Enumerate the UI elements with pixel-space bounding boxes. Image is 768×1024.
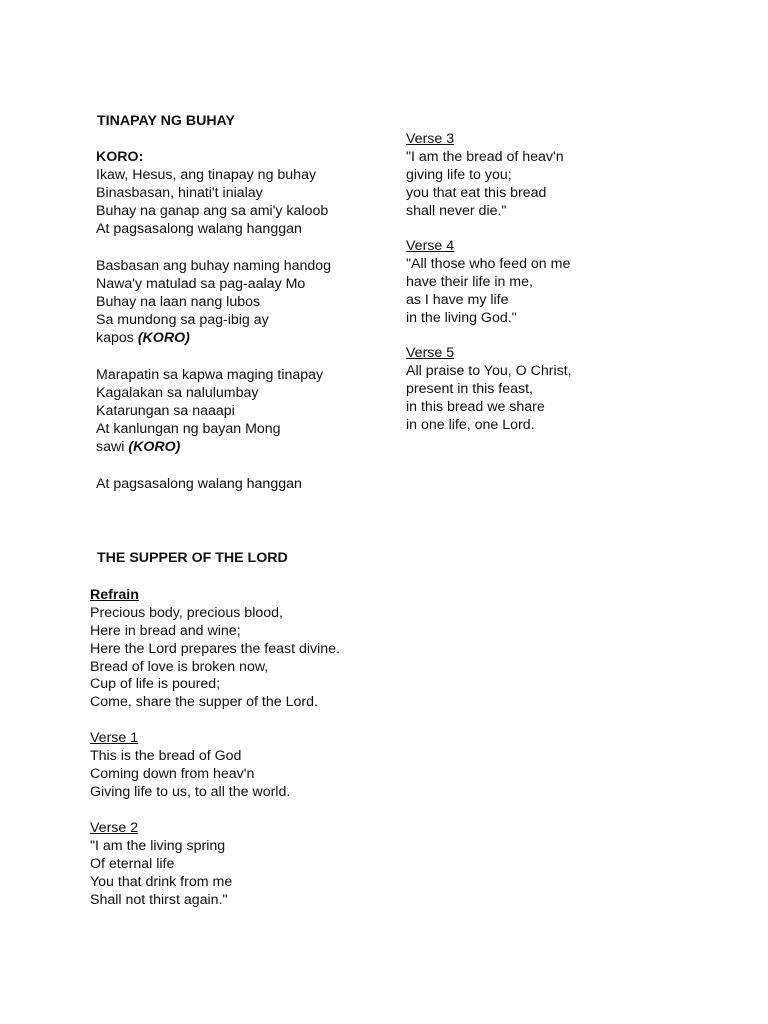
verse-line: present in this feast,	[406, 380, 533, 397]
verse-line: Katarungan sa naaapi	[96, 402, 235, 419]
verse-line: "I am the bread of heav'n	[406, 148, 564, 165]
refrain-line: Precious body, precious blood,	[90, 604, 283, 621]
verse-line: in this bread we share	[406, 398, 545, 415]
verse-line	[96, 330, 331, 348]
verse-line: Buhay na laan nang lubos	[96, 293, 261, 310]
verse-line: Kagalakan sa nalulumbay	[96, 384, 259, 401]
refrain-line: Bread of love is broken now,	[90, 658, 269, 675]
song2-title: THE SUPPER OF THE LORD	[97, 550, 288, 566]
verse-label: Verse 3	[406, 131, 455, 147]
verse-label: Verse 4	[406, 238, 455, 254]
verse-line: All praise to You, O Christ,	[406, 362, 572, 379]
verse-line: Coming down from heav'n	[90, 765, 255, 782]
verse-line: shall never die."	[406, 202, 507, 219]
verse-line: At kanlungan ng bayan Mong	[96, 420, 281, 437]
verse-line: in the living God."	[406, 309, 517, 326]
song1-koro	[96, 149, 328, 238]
verse-line: as I have my life	[406, 291, 509, 308]
verse-label: Verse 1	[90, 730, 139, 746]
koro-reference: (KORO)	[137, 329, 190, 346]
refrain-line: Here in bread and wine;	[90, 622, 241, 639]
song1-verse-a	[96, 258, 331, 347]
refrain-line: Here the Lord prepares the feast divine.	[90, 640, 341, 657]
koro-line: Buhay na ganap ang sa ami'y kaloob	[96, 202, 329, 219]
song1-verse-b	[96, 367, 323, 456]
verse-line: Of eternal life	[90, 855, 175, 872]
verse-line: Nawa'y matulad sa pag-aalay Mo	[96, 275, 306, 292]
verse-line: Marapatin sa kapwa maging tinapay	[96, 367, 324, 383]
koro-line: Ikaw, Hesus, ang tinapay ng buhay	[96, 166, 317, 183]
verse-line: "All those who feed on me	[406, 255, 571, 272]
verse-line: "I am the living spring	[90, 837, 226, 854]
song2-verse-2	[90, 820, 232, 909]
verse-line: Basbasan ang buhay naming handog	[96, 258, 332, 274]
verse-line: Shall not thirst again."	[90, 891, 228, 908]
verse-line: Sa mundong sa pag-ibig ay	[96, 311, 269, 328]
verse-label: Verse 5	[406, 345, 455, 361]
song2-refrain	[90, 587, 340, 712]
koro-line: At pagsasalong walang hanggan	[96, 220, 302, 237]
verse-last-word: kapos	[96, 329, 134, 346]
song1-ending: At pagsasalong walang hanggan	[96, 476, 302, 492]
verse-label: Verse 2	[90, 820, 139, 836]
koro-reference: (KORO)	[128, 438, 181, 455]
verse-line: This is the bread of God	[90, 747, 242, 764]
song2-verse-3	[406, 131, 564, 220]
refrain-label: Refrain	[90, 587, 139, 603]
verse-line: giving life to you;	[406, 166, 512, 183]
verse-last-word: sawi	[96, 438, 125, 455]
song2-verse-1	[90, 730, 290, 802]
song2-verse-4	[406, 238, 570, 327]
verse-line	[96, 439, 323, 457]
verse-line: you that eat this bread	[406, 184, 547, 201]
song1-title: TINAPAY NG BUHAY	[97, 113, 235, 129]
verse-line: Giving life to us, to all the world.	[90, 783, 291, 800]
verse-line: have their life in me,	[406, 273, 533, 290]
verse-line: You that drink from me	[90, 873, 233, 890]
refrain-line: Come, share the supper of the Lord.	[90, 694, 318, 711]
koro-line: Binasbasan, hinati't inialay	[96, 184, 263, 201]
koro-label: KORO:	[96, 149, 144, 165]
refrain-line: Cup of life is poured;	[90, 676, 221, 693]
song2-verse-5	[406, 345, 572, 434]
verse-line: in one life, one Lord.	[406, 416, 535, 433]
